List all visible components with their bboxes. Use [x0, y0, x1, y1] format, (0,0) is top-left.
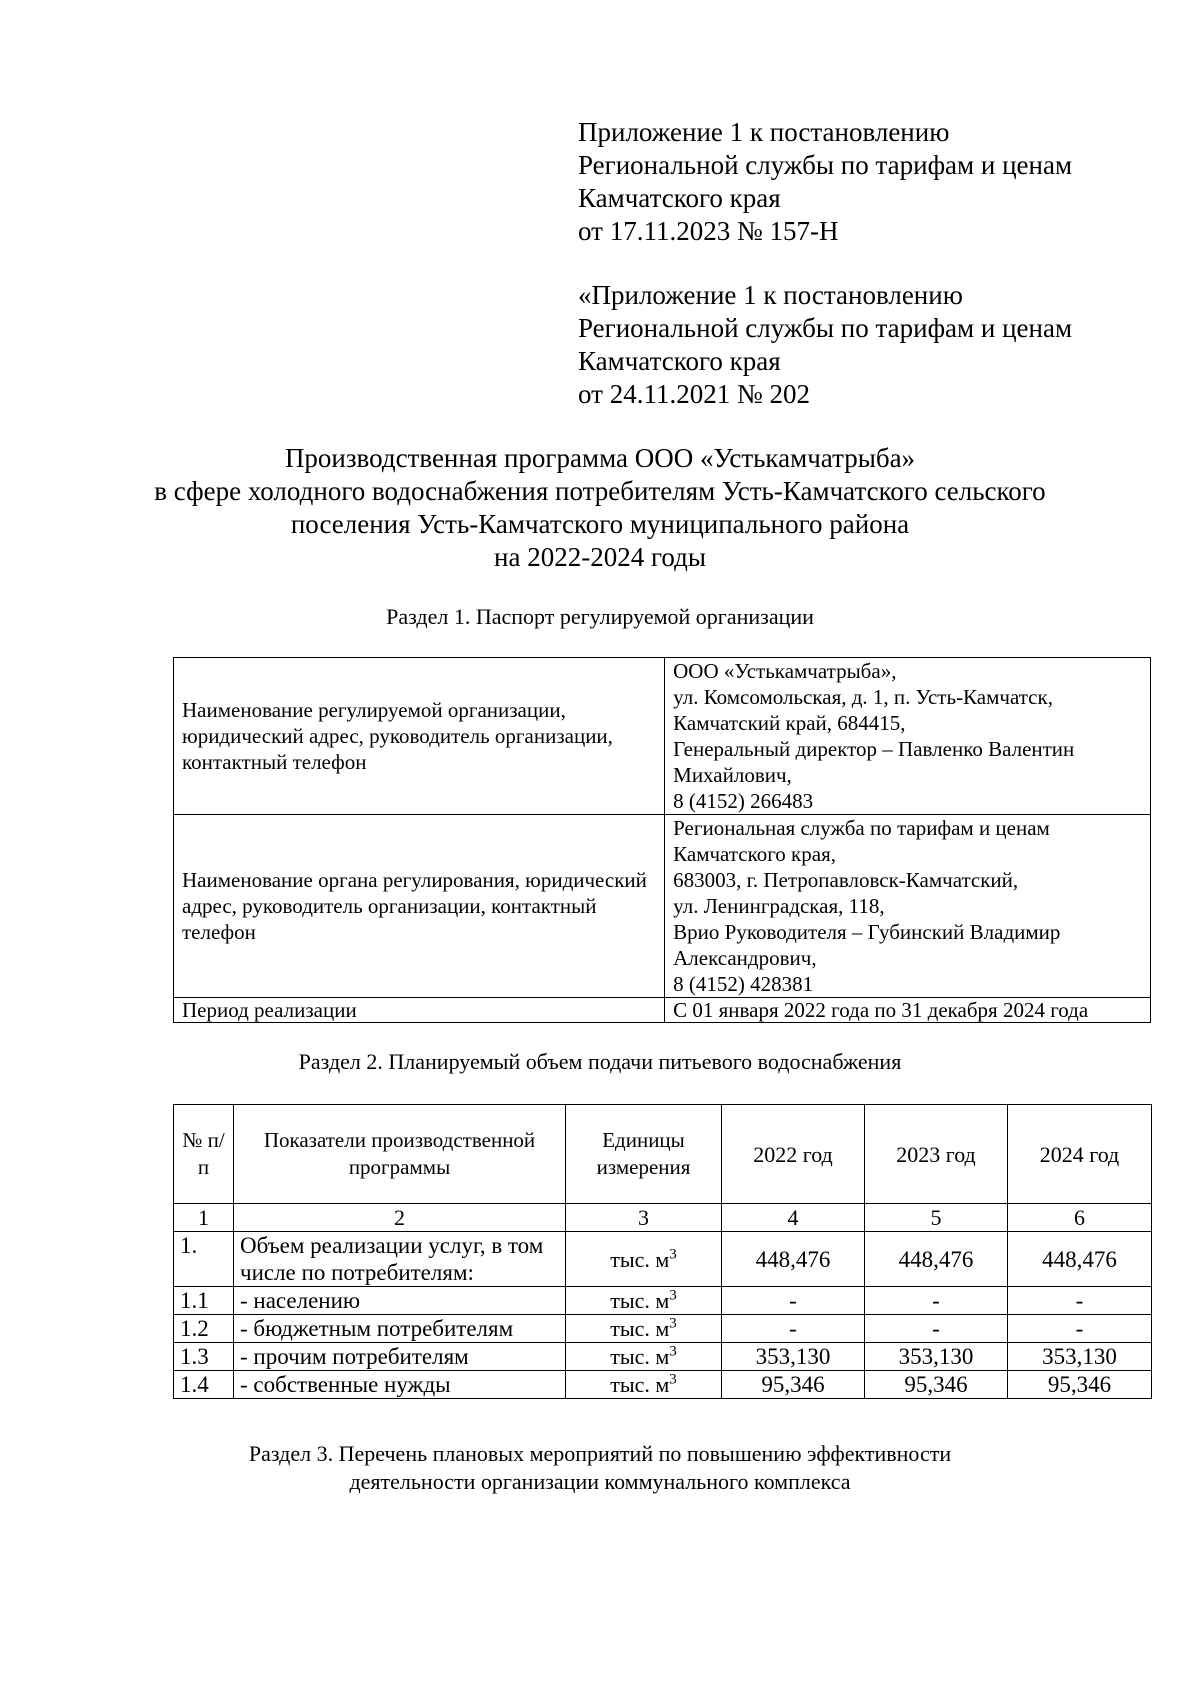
row-value-2024: 353,130	[1008, 1343, 1152, 1371]
row-value-2022: 448,476	[722, 1232, 865, 1287]
row-indicator: - прочим потребителям	[234, 1343, 566, 1371]
row-value-2024: -	[1008, 1287, 1152, 1315]
unit-exponent: 3	[669, 1343, 677, 1360]
header-year-2022: 2022 год	[722, 1105, 865, 1204]
row-unit	[566, 1371, 722, 1399]
row-value-2023: 95,346	[865, 1371, 1008, 1399]
appendix-header-original	[578, 279, 1072, 411]
appendix-line: Региональной службы по тарифам и ценам	[578, 313, 1073, 343]
appendix-date: от 17.11.2023 № 157-Н	[578, 216, 839, 246]
table-header-row	[174, 1105, 1152, 1204]
table-row	[174, 1371, 1152, 1399]
column-number: 1	[174, 1204, 234, 1232]
table-row	[174, 1287, 1152, 1315]
passport-value-line: Михайлович,	[673, 763, 792, 787]
row-indicator: - населению	[234, 1287, 566, 1315]
passport-value	[665, 998, 1151, 1023]
row-number: 1.2	[174, 1315, 234, 1343]
passport-value-line: ул. Ленинградская, 118,	[673, 894, 885, 918]
header-num: № п/п	[174, 1105, 234, 1204]
column-number: 4	[722, 1204, 865, 1232]
row-indicator: - бюджетным потребителям	[234, 1315, 566, 1343]
passport-value	[665, 658, 1151, 815]
row-number: 1.3	[174, 1343, 234, 1371]
row-value-2022: -	[722, 1287, 865, 1315]
passport-label: Наименование регулируемой организации, юридический адрес, руководитель организации, контактный телефон	[174, 658, 665, 815]
appendix-line: Камчатского края	[578, 346, 781, 376]
row-value-2023: 448,476	[865, 1232, 1008, 1287]
table-row	[174, 658, 1151, 815]
row-unit	[566, 1315, 722, 1343]
title-line: на 2022-2024 годы	[494, 542, 706, 572]
column-number: 3	[566, 1204, 722, 1232]
row-value-2022: 353,130	[722, 1343, 865, 1371]
passport-value-line: 8 (4152) 266483	[673, 789, 814, 813]
passport-value-line: Врио Руководителя – Губинский Владимир	[673, 920, 1061, 944]
unit-text: тыс. м	[610, 1246, 670, 1272]
appendix-date: от 24.11.2021 № 202	[578, 379, 810, 409]
unit-text: тыс. м	[610, 1372, 670, 1397]
row-unit	[566, 1343, 722, 1371]
unit-text: тыс. м	[610, 1288, 670, 1313]
passport-value-line: Камчатского края,	[673, 842, 836, 866]
row-number: 1.4	[174, 1371, 234, 1399]
passport-value	[665, 815, 1151, 998]
table-row	[174, 815, 1151, 998]
section-2-title	[0, 1048, 1200, 1076]
passport-label: Период реализации	[174, 998, 665, 1023]
row-unit	[566, 1287, 722, 1315]
row-number: 1.1	[174, 1287, 234, 1315]
passport-table	[173, 657, 1151, 1023]
column-number: 6	[1008, 1204, 1152, 1232]
row-indicator: - собственные нужды	[234, 1371, 566, 1399]
table-row	[174, 1232, 1152, 1287]
header-unit: Единицы измерения	[566, 1105, 722, 1204]
passport-value-line: 683003, г. Петропавловск-Камчатский,	[673, 868, 1019, 892]
appendix-line: Приложение 1 к постановлению	[578, 117, 950, 147]
unit-exponent: 3	[669, 1287, 677, 1304]
passport-value-line: Региональная служба по тарифам и ценам	[673, 816, 1050, 840]
section-3-title-line: Раздел 3. Перечень плановых мероприятий по повышению эффективности	[248, 1441, 952, 1466]
title-line: поселения Усть-Камчатского муниципального района	[290, 509, 910, 539]
row-value-2023: 353,130	[865, 1343, 1008, 1371]
table-row	[174, 1315, 1152, 1343]
unit-exponent: 3	[669, 1315, 677, 1332]
row-value-2023: -	[865, 1287, 1008, 1315]
unit-exponent: 3	[669, 1371, 677, 1388]
title-line: в сфере холодного водоснабжения потребителям Усть-Камчатского сельского	[154, 476, 1046, 506]
passport-value-line: ул. Комсомольская, д. 1, п. Усть-Камчатск,	[673, 685, 1053, 709]
unit-text: тыс. м	[610, 1344, 670, 1369]
passport-label: Наименование органа регулирования, юридический адрес, руководитель организации, контактный телефон	[174, 815, 665, 998]
appendix-header-current	[578, 116, 1072, 248]
section-1-title	[0, 603, 1200, 631]
passport-value-line: С 01 января 2022 года по 31 декабря 2024 года	[673, 998, 1089, 1022]
row-value-2022: -	[722, 1315, 865, 1343]
passport-value-line: 8 (4152) 428381	[673, 972, 814, 996]
appendix-line: «Приложение 1 к постановлению	[578, 280, 963, 310]
passport-value-line: Генеральный директор – Павленко Валентин	[673, 737, 1075, 761]
table-row	[174, 1343, 1152, 1371]
header-indicator: Показатели производственной программы	[234, 1105, 566, 1204]
row-value-2024: 448,476	[1008, 1232, 1152, 1287]
row-value-2024: 95,346	[1008, 1371, 1152, 1399]
appendix-line: Региональной службы по тарифам и ценам	[578, 150, 1073, 180]
header-year-2024: 2024 год	[1008, 1105, 1152, 1204]
row-value-2023: -	[865, 1315, 1008, 1343]
column-number-row	[174, 1204, 1152, 1232]
column-number: 5	[865, 1204, 1008, 1232]
row-number: 1.	[174, 1232, 234, 1287]
title-line: Производственная программа ООО «Устькамчатрыба»	[284, 443, 916, 473]
row-indicator: Объем реализации услуг, в том числе по потребителям:	[234, 1232, 566, 1287]
section-3-title	[0, 1440, 1200, 1496]
unit-exponent: 3	[669, 1246, 677, 1263]
column-number: 2	[234, 1204, 566, 1232]
unit-text: тыс. м	[610, 1316, 670, 1341]
table-row	[174, 998, 1151, 1023]
volume-table	[173, 1104, 1152, 1399]
row-value-2022: 95,346	[722, 1371, 865, 1399]
document-title	[0, 442, 1200, 574]
header-year-2023: 2023 год	[865, 1105, 1008, 1204]
section-3-title-line: деятельности организации коммунального комплекса	[349, 1469, 851, 1494]
passport-value-line: Александрович,	[673, 946, 817, 970]
passport-value-line: Камчатский край, 684415,	[673, 711, 906, 735]
passport-value-line: ООО «Устькамчатрыба»,	[673, 659, 897, 683]
appendix-line: Камчатского края	[578, 183, 781, 213]
section-2-title-text: Раздел 2. Планируемый объем подачи питьевого водоснабжения	[298, 1049, 902, 1074]
row-unit	[566, 1232, 722, 1287]
row-value-2024: -	[1008, 1315, 1152, 1343]
section-1-title-text: Раздел 1. Паспорт регулируемой организации	[386, 604, 814, 629]
